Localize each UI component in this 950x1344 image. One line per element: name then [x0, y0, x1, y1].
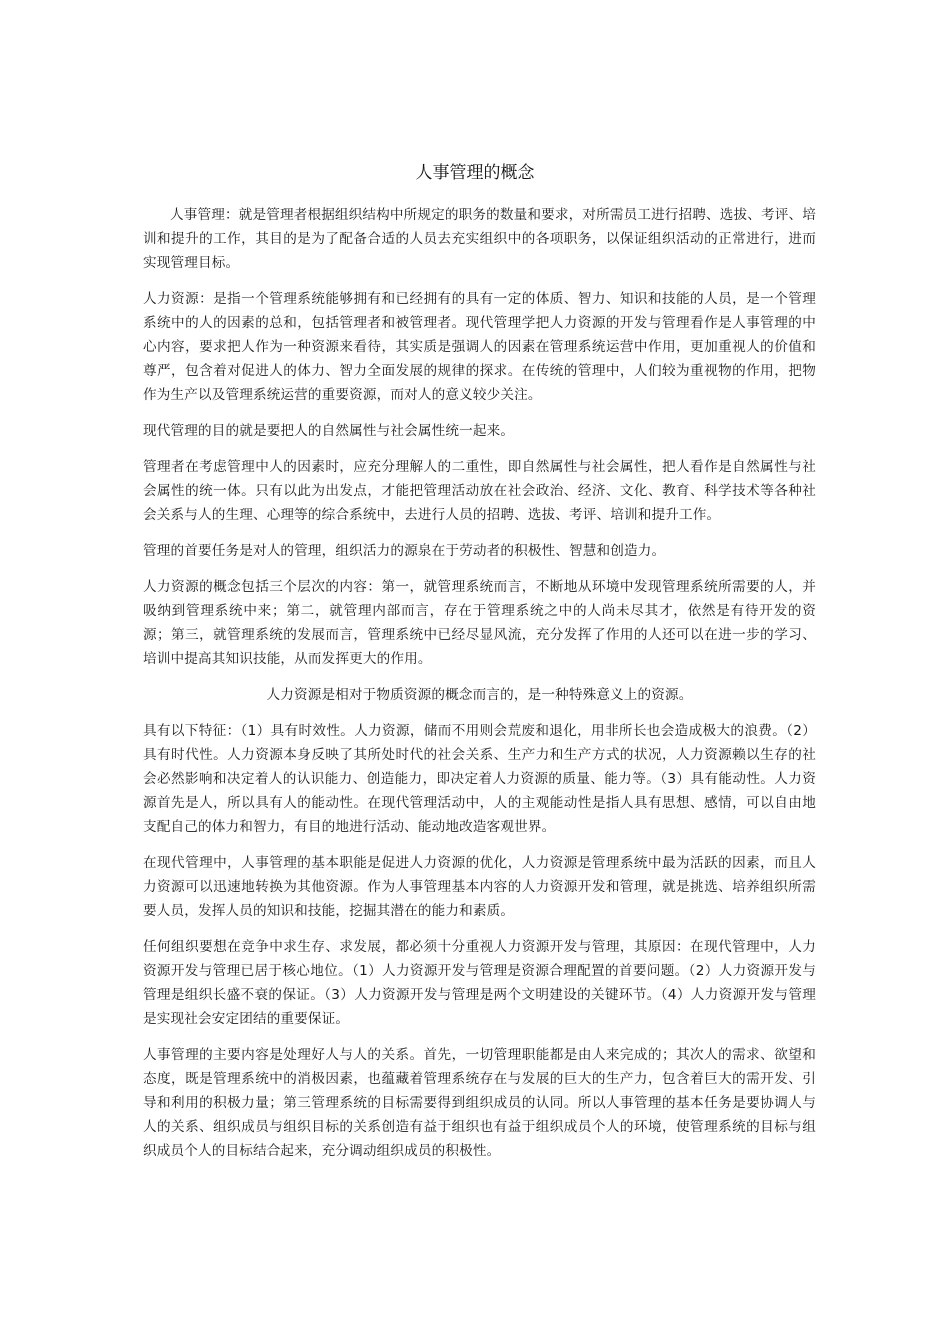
paragraph-primary-task: 管理的首要任务是对人的管理，组织活力的源泉在于劳动者的积极性、智慧和创造力。	[143, 543, 666, 559]
paragraph-definition-human-resources: 人力资源：是指一个管理系统能够拥有和已经拥有的具有一定的体质、智力、知识和技能的人员，是一个管理系统中的人的因素的总和，包括管理者和被管理者。现代管理学把人力资源的开发与管理看作是人事管理的中心内容，要求把人作为一种资源来看待，其实质是强调人的因素在管理系统运营中作用，更加重视人的价值和尊严，包含着对促进人的体力、智力全面发展的规律的探求。在传统的管理中，人们较为重视物的作用，把物作为生产以及管理系统运营的重要资源，而对人的意义较少关注。	[143, 291, 816, 403]
paragraph-special-resource: 人力资源是相对于物质资源的概念而言的，是一种特殊意义上的资源。	[266, 687, 693, 703]
document-body	[143, 203, 816, 1175]
paragraph-characteristics: 具有以下特征：（1）具有时效性。人力资源，储而不用则会荒废和退化，用非所长也会造成极大的浪费。（2）具有时代性。人力资源本身反映了其所处时代的社会关系、生产力和生产方式的状况，人力资源赖以生存的社会必然影响和决定着人的认识能力、创造能力，即决定着人力资源的质量、能力等。（3）具有能动性。人力资源首先是人，所以具有人的能动性。在现代管理活动中，人的主观能动性是指人具有思想、感情，可以自由地支配自己的体力和智力，有目的地进行活动、能动地改造客观世界。	[143, 723, 816, 835]
paragraph-modern-management-goal: 现代管理的目的就是要把人的自然属性与社会属性统一起来。	[143, 423, 515, 439]
paragraph-basic-function: 在现代管理中，人事管理的基本职能是促进人力资源的优化，人力资源是管理系统中最为活跃的因素，而且人力资源可以迅速地转换为其他资源。作为人事管理基本内容的人力资源开发和管理，就是挑选、培养组织所需要人员，发挥人员的知识和技能，挖掘其潜在的能力和素质。	[143, 855, 816, 919]
paragraph-three-levels: 人力资源的概念包括三个层次的内容：第一，就管理系统而言，不断地从环境中发现管理系统所需要的人，并吸纳到管理系统中来；第二，就管理内部而言，存在于管理系统之中的人尚未尽其才，依然是有待开发的资源；第三，就管理系统的发展而言，管理系统中已经尽显风流，充分发挥了作用的人还可以在进一步的学习、培训中提高其知识技能，从而发挥更大的作用。	[143, 579, 816, 667]
paragraph-main-content: 人事管理的主要内容是处理好人与人的关系。首先，一切管理职能都是由人来完成的；其次人的需求、欲望和态度，既是管理系统中的消极因素，也蕴藏着管理系统存在与发展的巨大的生产力，包含着巨大的需开发、引导和利用的积极力量；第三管理系统的目标需要得到组织成员的认同。所以人事管理的基本任务是要协调人与人的关系、组织成员与组织目标的关系创造有益于组织也有益于组织成员个人的环境，使管理系统的目标与组织成员个人的目标结合起来，充分调动组织成员的积极性。	[143, 1047, 816, 1159]
paragraph-importance-reasons: 任何组织要想在竞争中求生存、求发展，都必须十分重视人力资源开发与管理，其原因：在现代管理中，人力资源开发与管理已居于核心地位。（1）人力资源开发与管理是资源合理配置的首要问题。（2）人力资源开发与管理是组织长盛不衰的保证。（3）人力资源开发与管理是两个文明建设的关键环节。（4）人力资源开发与管理是实现社会安定团结的重要保证。	[143, 939, 816, 1027]
document-title: 人事管理的概念	[415, 163, 535, 183]
paragraph-dual-nature: 管理者在考虑管理中人的因素时，应充分理解人的二重性，即自然属性与社会属性，把人看作是自然属性与社会属性的统一体。只有以此为出发点，才能把管理活动放在社会政治、经济、文化、教育、科学技术等各种社会关系与人的生理、心理等的综合系统中，去进行人员的招聘、选拔、考评、培训和提升工作。	[143, 459, 816, 523]
paragraph-definition-personnel: 人事管理：就是管理者根据组织结构中所规定的职务的数量和要求，对所需员工进行招聘、选拔、考评、培训和提升的工作，其目的是为了配备合适的人员去充实组织中的各项职务，以保证组织活动的正常进行，进而实现管理目标。	[143, 207, 816, 271]
